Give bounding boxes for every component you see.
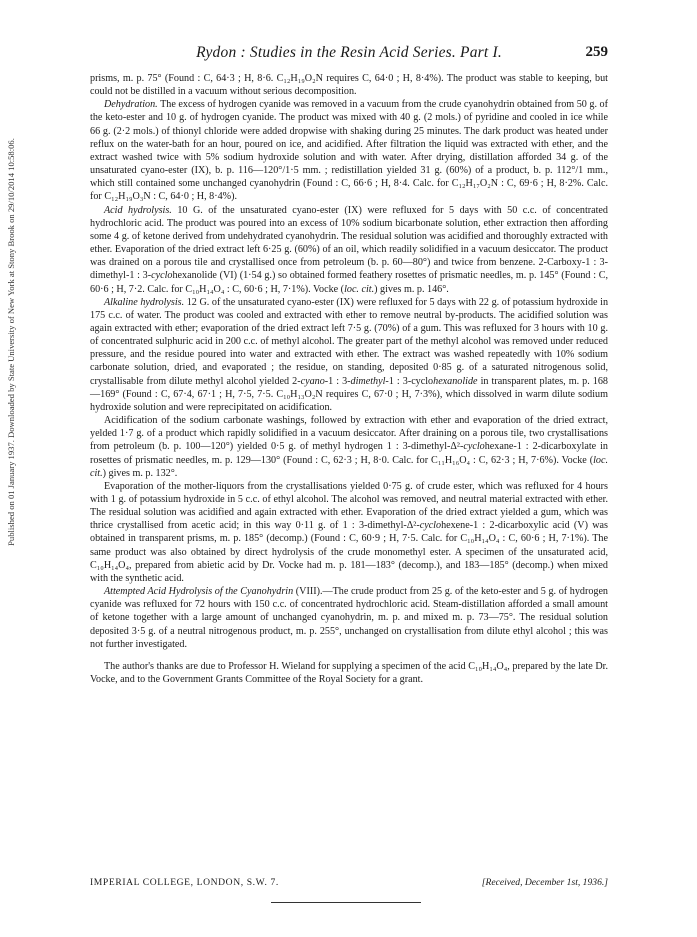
italic-run: cyclo xyxy=(463,441,485,453)
italic-run: Attempted Acid Hydrolysis of the Cyanohydrin xyxy=(104,586,294,598)
text-run: 10 G. of the unsaturated cyano-ester (IX) were refluxed for 5 days with 50 c.c. of concentrated hydrochloric acid. The product was poured into an excess of 10% sodium bicarbonate solution, ether extraction then affording some 4 g. of ketone derived from undehydrated cyanohydrin. The residual solution was acidified and thoroughly extracted with ether. Evaporation of the dried extract left 6·25 g. (60%) of an oil, which readily solidified in a vacuum desiccator. The product was drained on a porous tile and crystallised once from petroleum (b. p. 60—80°) and twice from benzene. 2-Carboxy-1 : 3-dimethyl-1 : 3- xyxy=(90,204,608,282)
end-rule xyxy=(271,902,421,903)
page-number: 259 xyxy=(585,44,608,60)
text-run: prisms, m. p. 75° (Found : C, 64·3 ; H, 8·6. C₁₂H₁₉O₂N requires C, 64·0 ; H, 8·4%). The product was stable to keeping, but could not be distilled in a vacuum without serious decomposition. xyxy=(90,73,608,98)
text-run: -1 : 3-cyclo xyxy=(385,375,434,387)
download-watermark-text: Published on 01 January 1937. Downloaded by State University of New York at Stony Brook on 29/10/2014 10:58:06. xyxy=(6,138,16,546)
body-paragraph xyxy=(90,585,608,651)
body-paragraph xyxy=(90,98,608,203)
acknowledgement-paragraph xyxy=(90,660,608,686)
download-watermark xyxy=(2,62,20,622)
text-run: 12 G. of the unsaturated cyano-ester (IX) were refluxed for 5 days with 22 g. of potassium hydroxide in 175 c.c. of water. The product was cooled and extracted with ether to remove neutral by-products. The acidified solution was again extracted with ether; evaporation of the dried extract left 7·5 g. (70%) of a gum. This was refluxed for 3 hours with 10 g. of concentrated sulphuric acid in 200 c.c. of methyl alcohol. The greater part of the methyl alcohol was removed under reduced pressure, and the residue poured into water and extracted with ether. The extract was washed repeatedly with 10% sodium carbonate solution, dried, and evaporated ; the residue, on standing, deposited 0·85 g. of a saturated nitrogenous solid, crystallisable from dilute methyl alcohol yielded 2- xyxy=(90,296,609,387)
text-run: Acidification of the sodium carbonate washings, followed by extraction with ether and evaporation of the dried extract, yelded 1·7 g. of a product which rapidly solidified in a vacuum desiccator. After draining on a porous tile, two crystallisations from petroleum (b. p. 100—120°) yielded 0·5 g. of methyl hydrogen 1 : 3-dimethyl-Δ²- xyxy=(90,415,608,453)
body-paragraph xyxy=(90,296,608,414)
italic-run: Alkaline hydrolysis. xyxy=(104,296,185,308)
italic-run: Dehydration. xyxy=(104,99,158,111)
text-run: in transparent plates, m. p. 168—169° (Found : C, 67·4, 67·1 ; H, 7·5, 7·5. C₁₀H₁₃O₂N requires C, 67·0 ; H, 7·3%), which dissolved in warm dilute sodium hydroxide solution and were reprecipitated on acidification. xyxy=(90,375,608,413)
article-body xyxy=(90,72,608,686)
text-run: -1 : 3- xyxy=(324,375,351,387)
text-run: hexane-1 : 2-dicarboxylate in rosettes of prismatic needles, m. p. 129—130° (Found : C, 62·3 ; H, 8·0. Calc. for C₁₁H₁₆O₄ : C, 62·3 ; H, 7·6%). Vocke ( xyxy=(90,441,608,466)
text-run: The excess of hydrogen cyanide was removed in a vacuum from the crude cyanohydrin obtained from 50 g. of the keto-ester and 10 g. of hydrogen cyanide. The product was mixed with 40 g. (2 mols.) of pyridine and cooled in ice while 66 g. (2·2 mols.) of thionyl chloride were added dropwise with shaking during 25 minutes. The dark product was heated under reflux on the water-bath for an hour, poured on ice, and acidified. After filtration the liquid was extracted with ether, and the extract washed twice with 5% sodium hydroxide solution and with water. After drying, distillation afforded 34 g. of the unsaturated cyano-ester (IX), b. p. 116—120°/1·5 mm. ; redistillation yielded 31 g. (60%) of a product, b. p. 112°/1 mm., which still contained some unchanged cyanohydrin (Found : C, 66·6 ; H, 8·4. Calc. for C₁₂H₁₇O₂N : C, 69·6 ; H, 8·2%. Calc. for C₁₂H₁₉O₃N : C, 64·0 ; H, 8·4%). xyxy=(90,99,608,203)
italic-run: dimethyl xyxy=(350,375,386,387)
italic-run: loc. cit. xyxy=(90,454,608,479)
running-header xyxy=(90,44,608,64)
italic-run: hexanolide xyxy=(433,375,478,387)
text-run: (VIII).—The crude product from 25 g. of the keto-ester and 5 g. of hydrogen cyanide was refluxed for 72 hours with 150 c.c. of concentrated hydrochloric acid. Steam-distillation afforded a small amount of ketone together with a large amount of unchanged cyanohydrin, m. p. and mixed m. p. 73—75°. The residual solution deposited 3·5 g. of a neutral nitrogenous product, m. p. 255°, unchanged on crystallisation from dilute ethyl alcohol ; this was not further investigated. xyxy=(90,586,608,650)
text-run: ) gives m. p. 132°. xyxy=(102,467,178,479)
text-run: hexene-1 : 2-dicarboxylic acid (V) was obtained in transparent prisms, m. p. 185° (decomp.) (Found : C, 60·9 ; H, 7·5. Calc. for C₁₀H₁₄O₄ : C, 60·6 ; H, 7·1%). The same product was also obtained by direct hydrolysis of the crude monomethyl ester. A specimen of the unsaturated acid, C₁₀H₁₄O₄, prepared from abietic acid by Dr. Vocke had m. p. 181—183° (decomp.), and 183—185° (decomp.) when mixed with the synthetic acid. xyxy=(90,520,608,584)
body-paragraph xyxy=(90,72,608,98)
author-address: IMPERIAL COLLEGE, LONDON, S.W. 7. xyxy=(90,877,279,888)
body-paragraph xyxy=(90,480,608,585)
italic-run: cyclo xyxy=(419,520,442,532)
italic-run: cyclo xyxy=(151,270,173,282)
text-run: ) gives m. p. 146°. xyxy=(374,283,449,295)
received-date: [Received, December 1st, 1936.] xyxy=(481,877,608,888)
text-run: The author's thanks are due to Professor H. Wieland for supplying a specimen of the acid C₁₀H₁₄O₄, prepared by the late Dr. Vocke, and to the Government Grants Committee of the Royal Society for a grant. xyxy=(90,660,608,686)
body-paragraph xyxy=(90,414,608,480)
text-run: Evaporation of the mother-liquors from the crystallisations yielded 0·75 g. of crude ester, which was refluxed for 4 hours with 1 g. of potassium hydroxide in 5 c.c. of ethyl alcohol. The alcohol was removed, and neutral material extracted with ether. The residual solution was acidified and again extracted with ether. Evaporation of the dried extract yielded a gum, which was thrice crystallised from acetic acid; in this way 0·11 g. of 1 : 3-dimethyl-Δ²- xyxy=(90,480,608,532)
body-paragraph xyxy=(90,204,608,296)
running-title: Rydon : Studies in the Resin Acid Series. Part I. xyxy=(196,44,502,61)
italic-run: cyano xyxy=(300,375,325,387)
text-run: hexanolide (VI) (1·54 g.) so obtained formed feathery rosettes of prismatic needles, m. p. 145° (Found : C, 60·6 ; H, 7·2. Calc. for C₁₀H₁₄O₄ : C, 60·6 ; H, 7·1%). Vocke ( xyxy=(90,270,608,295)
italic-run: loc. cit. xyxy=(344,283,375,295)
italic-run: Acid hydrolysis. xyxy=(104,204,172,216)
